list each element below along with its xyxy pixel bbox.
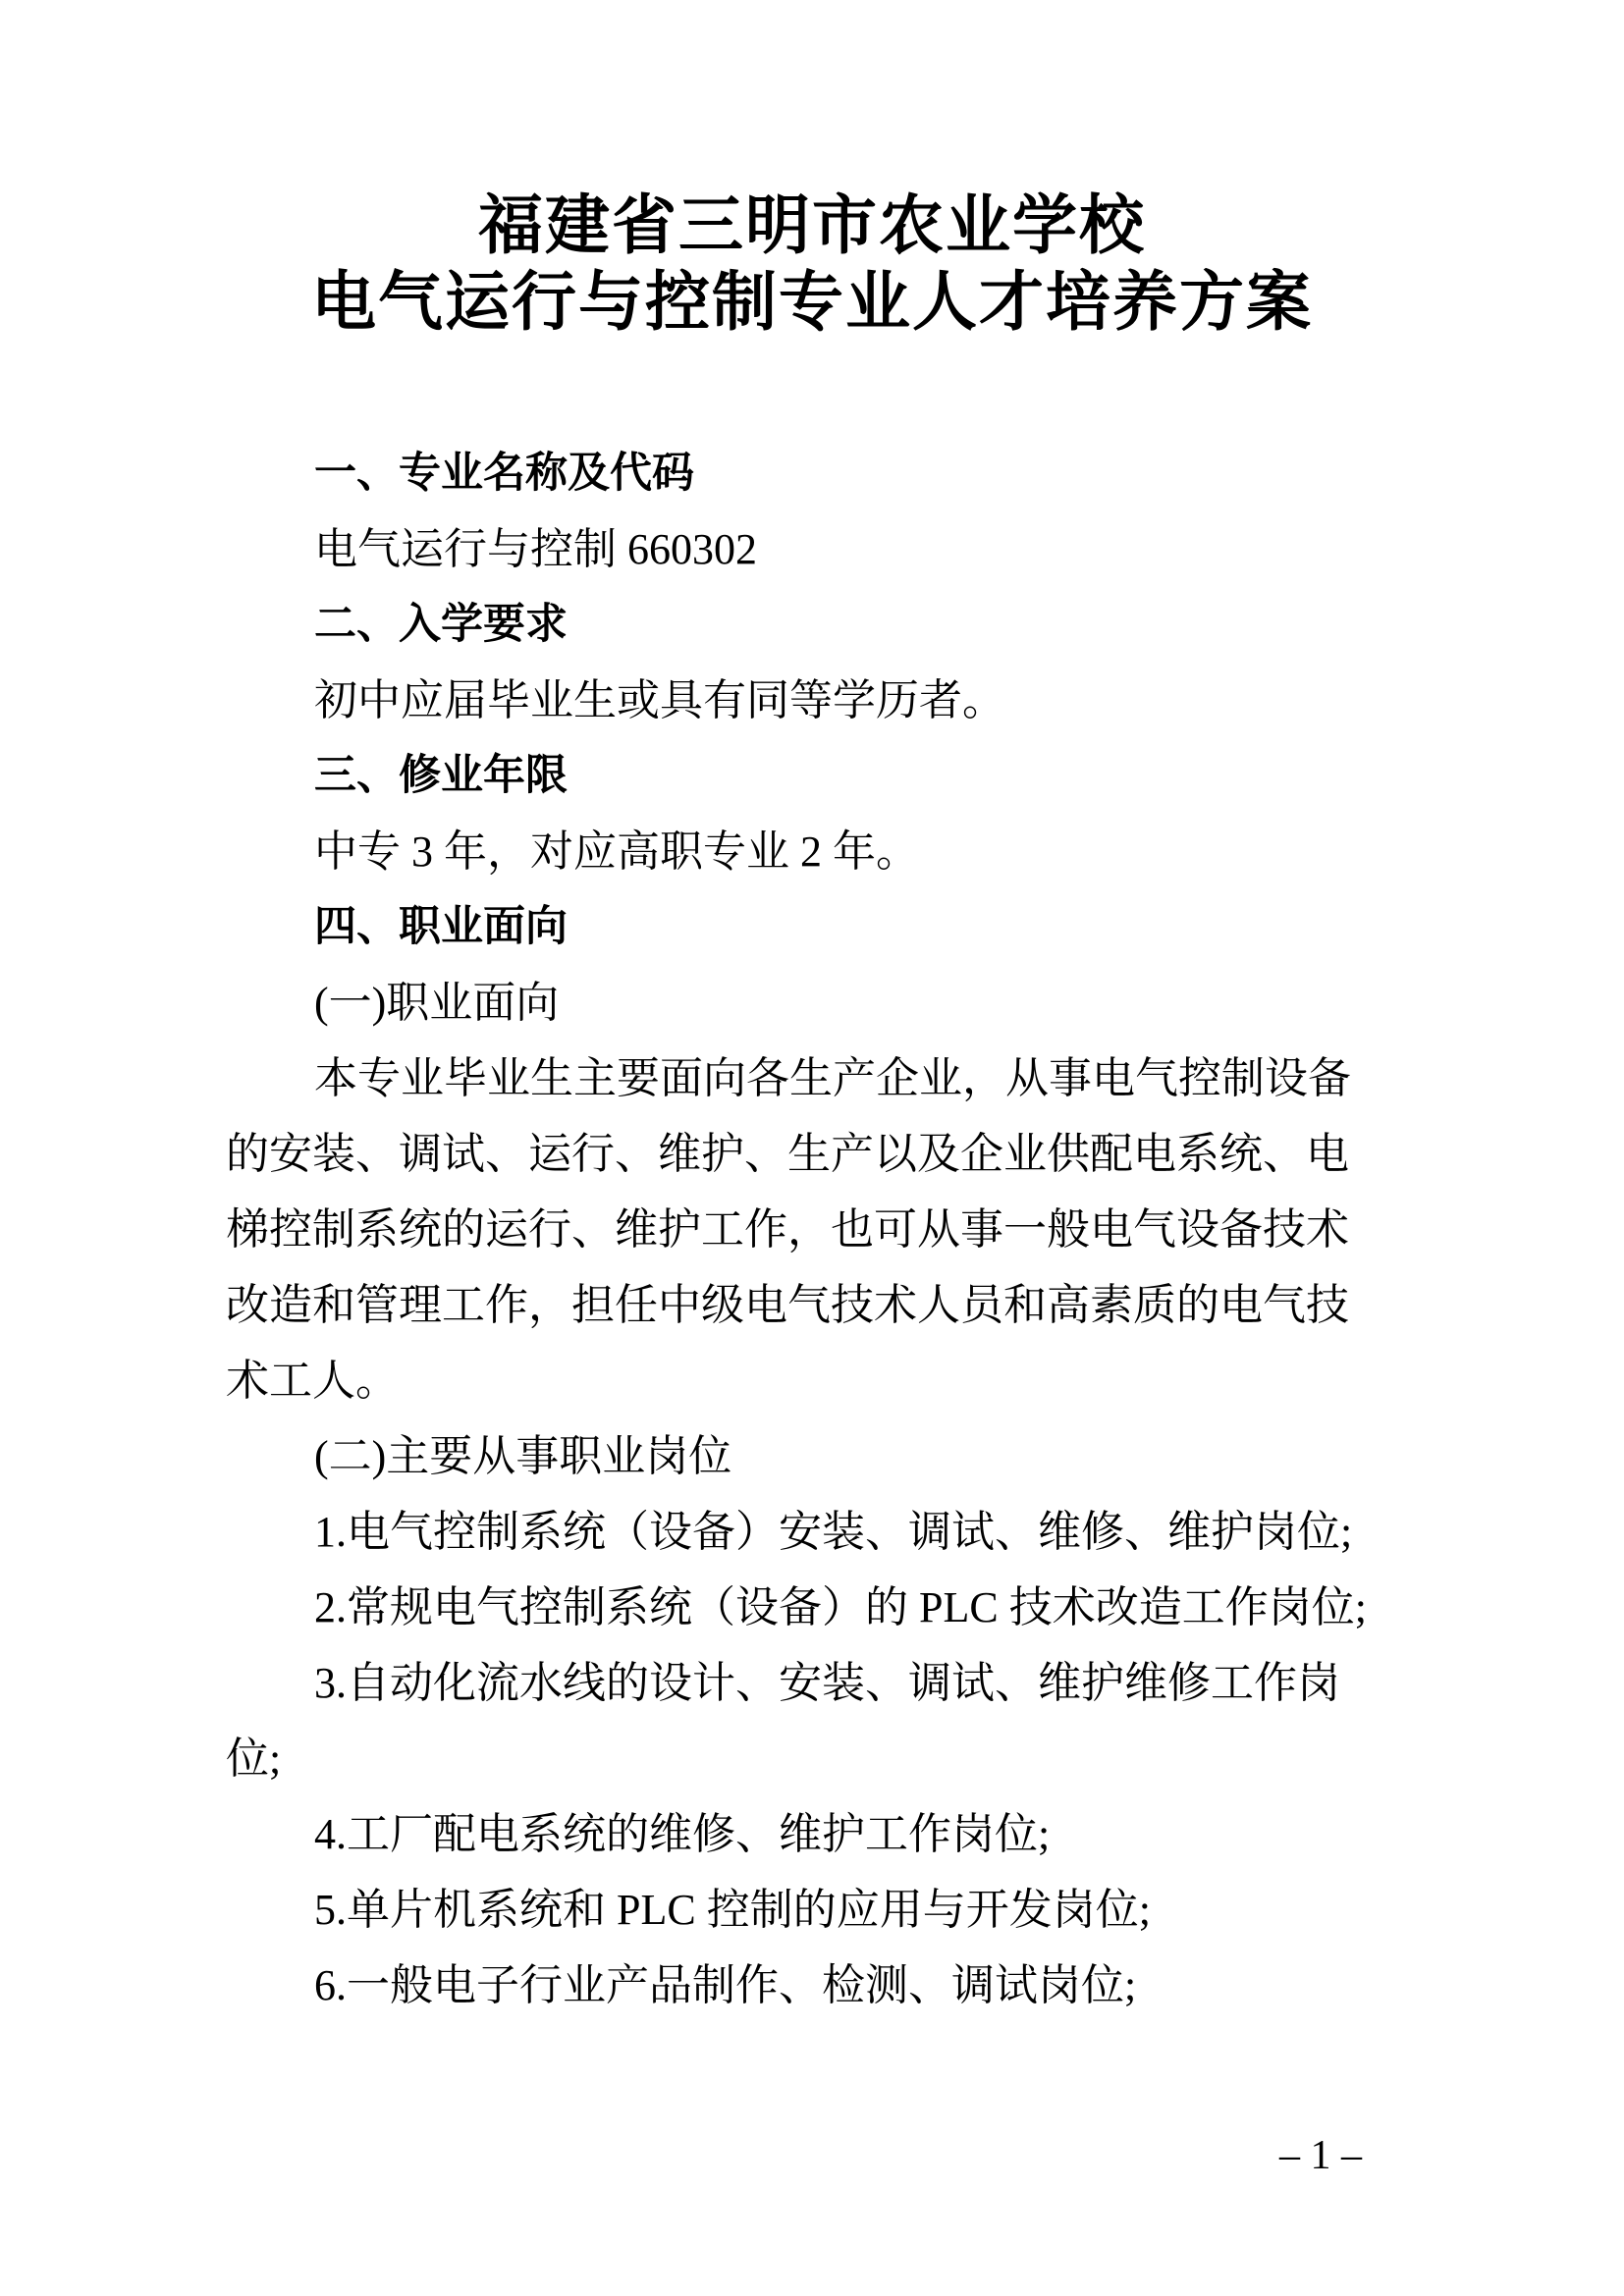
paragraph-line: 术工人。 xyxy=(226,1357,399,1405)
section-4-heading: 四、职业面向 xyxy=(314,903,568,950)
section-2-body: 初中应届毕业生或具有同等学历者。 xyxy=(314,676,1005,724)
paragraph-line: 梯控制系统的运行、维护工作，也可从事一般电气设备技术 xyxy=(226,1205,1349,1254)
page-number: – 1 – xyxy=(1279,2133,1362,2178)
paragraph-line: 的安装、调试、运行、维护、生产以及企业供配电系统、电 xyxy=(226,1130,1349,1178)
section-2-heading: 二、入学要求 xyxy=(314,601,568,648)
list-item-2: 2.常规电气控制系统（设备）的 PLC 技术改造工作岗位; xyxy=(314,1583,1367,1631)
paragraph-line: 改造和管理工作，担任中级电气技术人员和高素质的电气技 xyxy=(226,1281,1349,1329)
doc-body xyxy=(226,436,1384,2023)
list-item-3-continuation: 位; xyxy=(226,1735,282,1783)
list-item-5: 5.单片机系统和 PLC 控制的应用与开发岗位; xyxy=(314,1886,1151,1934)
list-item-1: 1.电气控制系统（设备）安装、调试、维修、维护岗位; xyxy=(314,1508,1353,1556)
list-item-6: 6.一般电子行业产品制作、检测、调试岗位; xyxy=(314,1961,1137,2009)
section-4-sub-2-heading: (二)主要从事职业岗位 xyxy=(314,1432,732,1480)
section-3-body: 中专 3 年，对应高职专业 2 年。 xyxy=(314,828,919,876)
list-item-4: 4.工厂配电系统的维修、维护工作岗位; xyxy=(314,1810,1051,1858)
section-3-heading: 三、修业年限 xyxy=(314,752,568,799)
list-item-3: 3.自动化流水线的设计、安装、调试、维护维修工作岗 xyxy=(314,1659,1340,1707)
section-1-body: 电气运行与控制 660302 xyxy=(314,525,757,573)
doc-title-line-2: 电气运行与控制专业人才培养方案 xyxy=(311,267,1313,339)
section-1-heading: 一、专业名称及代码 xyxy=(314,450,694,497)
doc-title xyxy=(0,188,1624,342)
doc-title-line-1: 福建省三明市农业学校 xyxy=(478,190,1146,262)
paragraph-line: 本专业毕业生主要面向各生产企业，从事电气控制设备 xyxy=(314,1054,1351,1102)
section-4-sub-1-heading: (一)职业面向 xyxy=(314,979,560,1027)
